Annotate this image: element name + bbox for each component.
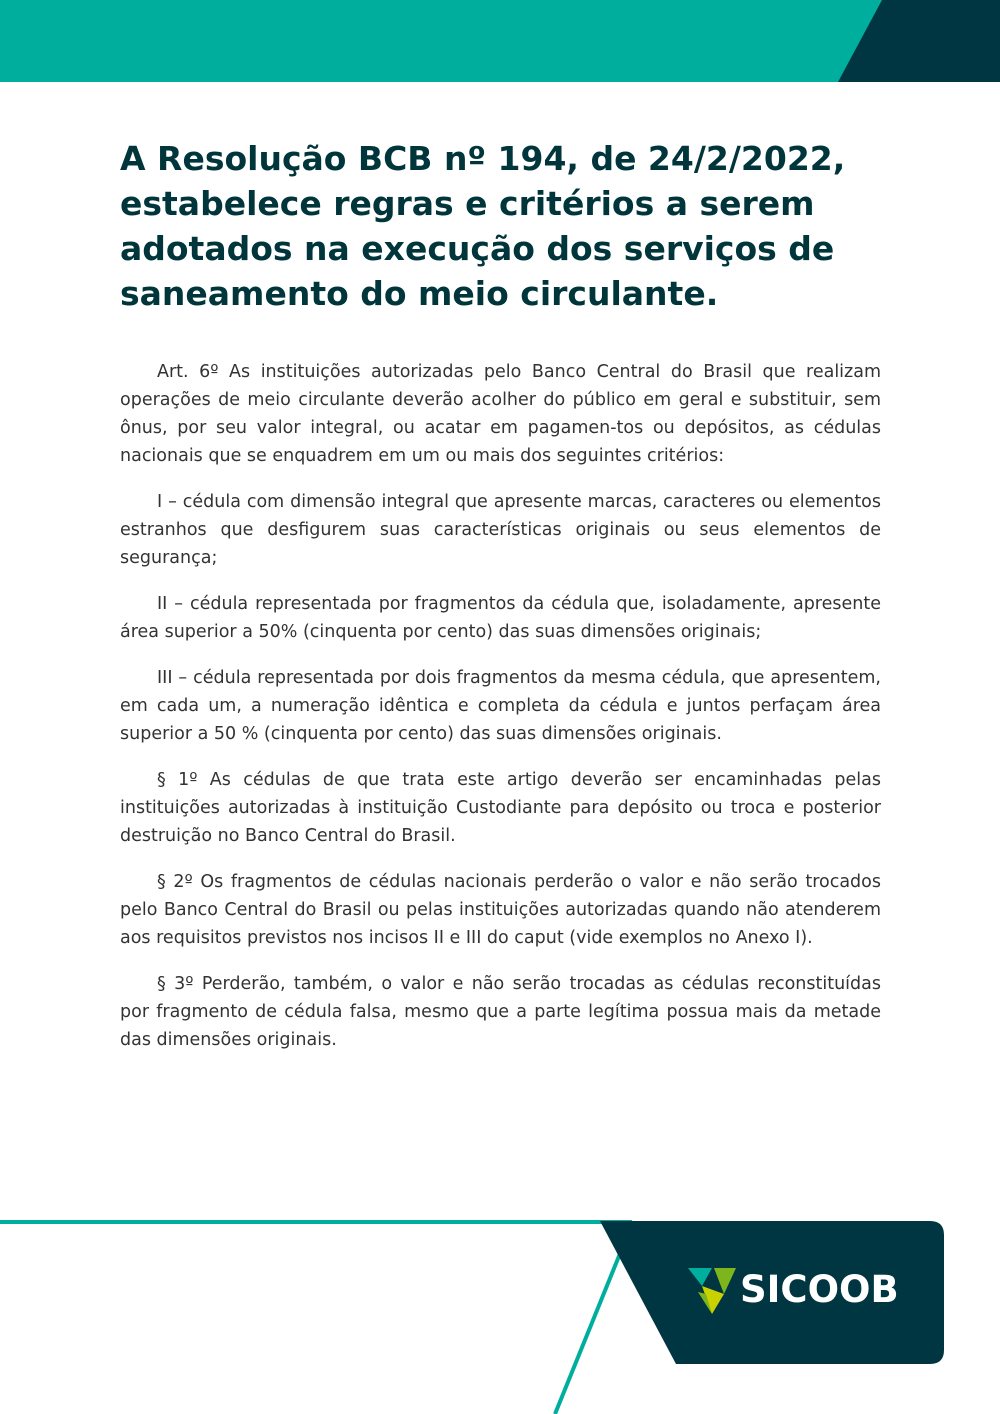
article-paragraph: I – cédula com dimensão integral que apresente marcas, caracteres ou elementos estranhos que desfigurem suas características originais ou seus elementos de segurança; — [120, 492, 881, 568]
article-body — [120, 358, 881, 1072]
sicoob-logo-icon — [688, 1264, 738, 1316]
sicoob-logo — [688, 1264, 918, 1316]
article-paragraph: § 1º As cédulas de que trata este artigo deverão ser encaminhadas pelas instituições autorizadas à instituição Custodiante para depósito ou troca e posterior destruição no Banco Central do Brasil. — [120, 770, 881, 846]
article-paragraph: § 2º Os fragmentos de cédulas nacionais perderão o valor e não serão trocados pelo Banco Central do Brasil ou pelas instituições autorizadas quando não atenderem aos requisitos previstos nos incisos II e III do caput (vide exemplos no Anexo I). — [120, 872, 881, 948]
sicoob-logo-text: SICOOB — [740, 1268, 899, 1311]
article-paragraph: Art. 6º As instituições autorizadas pelo Banco Central do Brasil que realizam operações de meio circulante deverão acolher do público em geral e substituir, sem ônus, por seu valor integral, ou acatar em pagamen-tos ou depósitos, as cédulas nacionais que se enquadrem em um ou mais dos seguintes critérios: — [120, 362, 881, 466]
page-title: A Resolução BCB nº 194, de 24/2/2022, estabelece regras e critérios a serem adotados na execução dos serviços de saneamento do meio circulante. — [120, 139, 846, 313]
article-paragraph: II – cédula representada por fragmentos da cédula que, isoladamente, apresente área superior a 50% (cinquenta por cento) das suas dimensões originais; — [120, 594, 881, 642]
header-band — [0, 0, 1000, 82]
article-paragraph: III – cédula representada por dois fragmentos da mesma cédula, que apresentem, em cada um, a numeração idêntica e completa da cédula e juntos perfaçam área superior a 50 % (cinquenta por cento) das suas dimensões originais. — [120, 668, 881, 744]
article-paragraph: § 3º Perderão, também, o valor e não serão trocadas as cédulas reconstituídas por fragmento de cédula falsa, mesmo que a parte legítima possua mais da metade das dimensões originais. — [120, 974, 881, 1050]
